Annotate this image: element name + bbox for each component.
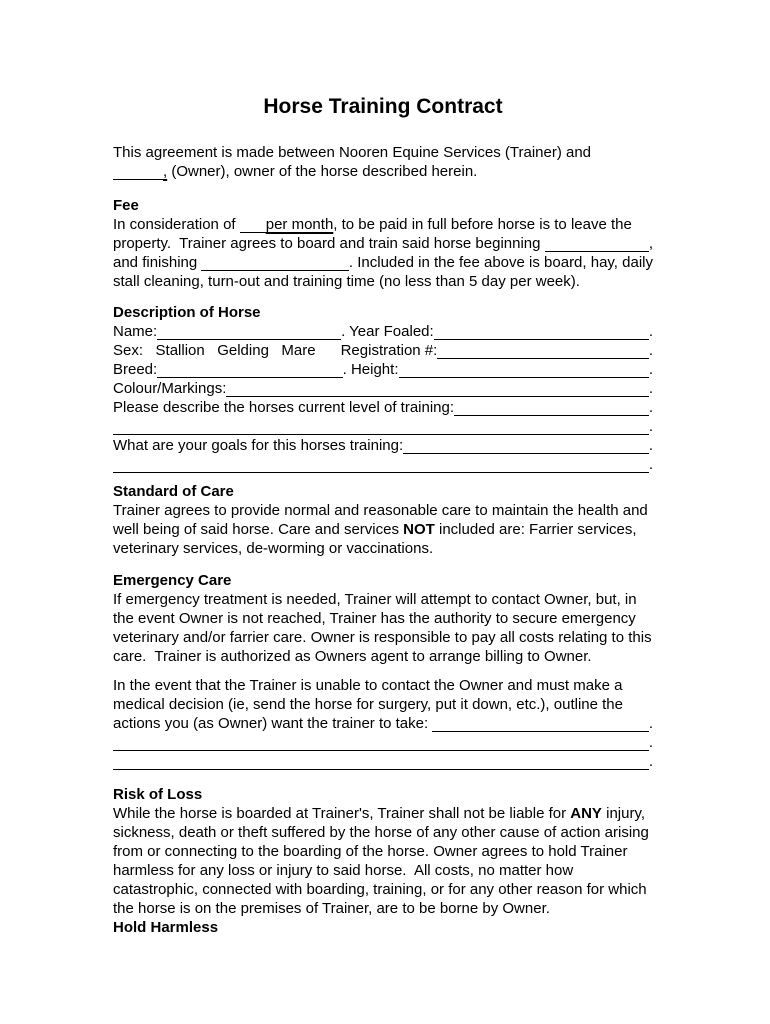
text-run: and finishing [113, 254, 202, 271]
text-line [113, 436, 653, 455]
text-line [113, 823, 653, 842]
text-run: . [648, 715, 653, 732]
blank-field [454, 398, 649, 416]
blank-field [226, 379, 648, 397]
text-line [113, 880, 653, 899]
text-line [113, 861, 653, 880]
text-run: the horse is on the premises of Trainer, are to be borne by Owner. [113, 900, 550, 917]
blank-field [157, 322, 341, 340]
text-run: . [648, 323, 653, 340]
text-run: per month [265, 216, 334, 233]
text-run: from or connecting to the boarding of the horse. Owner agrees to hold Trainer [113, 843, 628, 860]
section-risk [113, 785, 653, 937]
text-run: care. Trainer is authorized as Owners agent to arrange billing to Owner. [113, 648, 592, 665]
text-run: . [648, 437, 653, 454]
text-line [113, 234, 653, 253]
section-standard [113, 482, 653, 558]
text-line [113, 676, 653, 695]
blank-field [432, 714, 649, 732]
text-run: Name: [113, 323, 158, 340]
blank-field [403, 436, 649, 454]
text-line [113, 162, 653, 181]
text-run: This agreement is made between Nooren Equine Services (Trainer) and [113, 144, 592, 161]
section-heading-standard: Standard of Care [113, 483, 234, 500]
text-run: . [648, 361, 653, 378]
text-run: , [648, 235, 653, 252]
text-line [113, 628, 653, 647]
text-run: actions you (as Owner) want the trainer to take: [113, 715, 433, 732]
text-run: Breed: [113, 361, 158, 378]
text-run: . [648, 399, 653, 416]
text-line [113, 714, 653, 733]
text-run: In the event that the Trainer is unable to contact the Owner and must make a [113, 677, 623, 694]
text-run: included are: Farrier services, [434, 521, 637, 538]
section-intro [113, 143, 653, 181]
text-line [113, 539, 653, 558]
text-run: Hold Harmless [113, 919, 219, 936]
section-fee [113, 196, 653, 291]
text-run: . [648, 753, 653, 770]
text-run: veterinary and/or farrier care. Owner is responsible to pay all costs relating to this [113, 629, 652, 646]
blank-field [545, 234, 649, 252]
text-line [113, 695, 653, 714]
text-run: catastrophic, connected with boarding, training, or for any other reason for which [113, 881, 647, 898]
text-run: sickness, death or theft suffered by the horse of any other cause of action arising [113, 824, 649, 841]
text-line [113, 804, 653, 823]
text-line [113, 733, 653, 752]
blank-field [157, 360, 342, 378]
text-run: . Year Foaled: [341, 323, 434, 340]
paragraph-spacer [113, 666, 653, 676]
blank-field [113, 455, 649, 473]
blank-field [113, 162, 163, 180]
text-line [113, 520, 653, 539]
text-run: the event Owner is not reached, Trainer has the authority to secure emergency [113, 610, 636, 627]
text-run: . [648, 456, 653, 473]
text-run: Colour/Markings: [113, 380, 227, 397]
text-run: . Height: [342, 361, 399, 378]
text-run: harmless for any loss or injury to said horse. All costs, no matter how [113, 862, 574, 879]
text-line [113, 379, 653, 398]
text-run: What are your goals for this horses training: [113, 437, 404, 454]
text-line [113, 899, 653, 918]
text-line [113, 341, 653, 360]
text-run: NOT [403, 521, 435, 538]
text-line [113, 842, 653, 861]
text-line [113, 398, 653, 417]
section-heading-description: Description of Horse [113, 304, 261, 321]
text-run: property. Trainer agrees to board and train said horse beginning [113, 235, 545, 252]
text-run: ANY [570, 805, 602, 822]
text-line [113, 253, 653, 272]
text-line [113, 609, 653, 628]
text-run: veterinary services, de-worming or vaccinations. [113, 540, 434, 557]
section-description [113, 303, 653, 474]
text-line [113, 918, 653, 937]
text-line [113, 752, 653, 771]
page-title: Horse Training Contract [263, 95, 503, 118]
blank-field [399, 360, 649, 378]
blank-field [437, 341, 649, 359]
text-run: . [648, 734, 653, 751]
blank-field [113, 417, 649, 435]
text-run: medical decision (ie, send the horse for surgery, put it down, etc.), outline the [113, 696, 623, 713]
text-run: . Included in the fee above is board, hay, daily [348, 254, 653, 271]
text-run: , to be paid in full before horse is to leave the [333, 216, 632, 233]
text-line [113, 501, 653, 520]
text-line [113, 272, 653, 291]
blank-field [113, 752, 649, 770]
document-body [113, 143, 653, 937]
blank-field [201, 253, 349, 271]
text-run: injury, [601, 805, 646, 822]
text-run: Please describe the horses current level of training: [113, 399, 455, 416]
text-line [113, 647, 653, 666]
text-line [113, 143, 653, 162]
section-heading-emergency: Emergency Care [113, 572, 232, 589]
text-line [113, 590, 653, 609]
blank-field [434, 322, 649, 340]
text-line [113, 322, 653, 341]
text-run: stall cleaning, turn-out and training time (no less than 5 day per week). [113, 273, 580, 290]
text-run: . [648, 418, 653, 435]
text-line [113, 215, 653, 234]
text-run: . [648, 342, 653, 359]
text-run: Trainer agrees to provide normal and reasonable care to maintain the health and [113, 502, 648, 519]
section-heading-fee: Fee [113, 197, 139, 214]
text-run: In consideration of [113, 216, 240, 233]
blank-field [113, 733, 649, 751]
text-run: While the horse is boarded at Trainer's, Trainer shall not be liable for [113, 805, 571, 822]
text-run: If emergency treatment is needed, Trainer will attempt to contact Owner, but, in [113, 591, 637, 608]
text-run: Sex: Stallion Gelding Mare Registration #: [113, 342, 438, 359]
text-line [113, 417, 653, 436]
text-run: , [163, 163, 168, 180]
text-line [113, 455, 653, 474]
text-line [113, 360, 653, 379]
text-run: (Owner), owner of the horse described herein. [167, 163, 478, 180]
section-emergency [113, 571, 653, 771]
text-run: well being of said horse. Care and services [113, 521, 404, 538]
text-run: . [648, 380, 653, 397]
section-heading-risk: Risk of Loss [113, 786, 203, 803]
blank-field [240, 215, 266, 233]
